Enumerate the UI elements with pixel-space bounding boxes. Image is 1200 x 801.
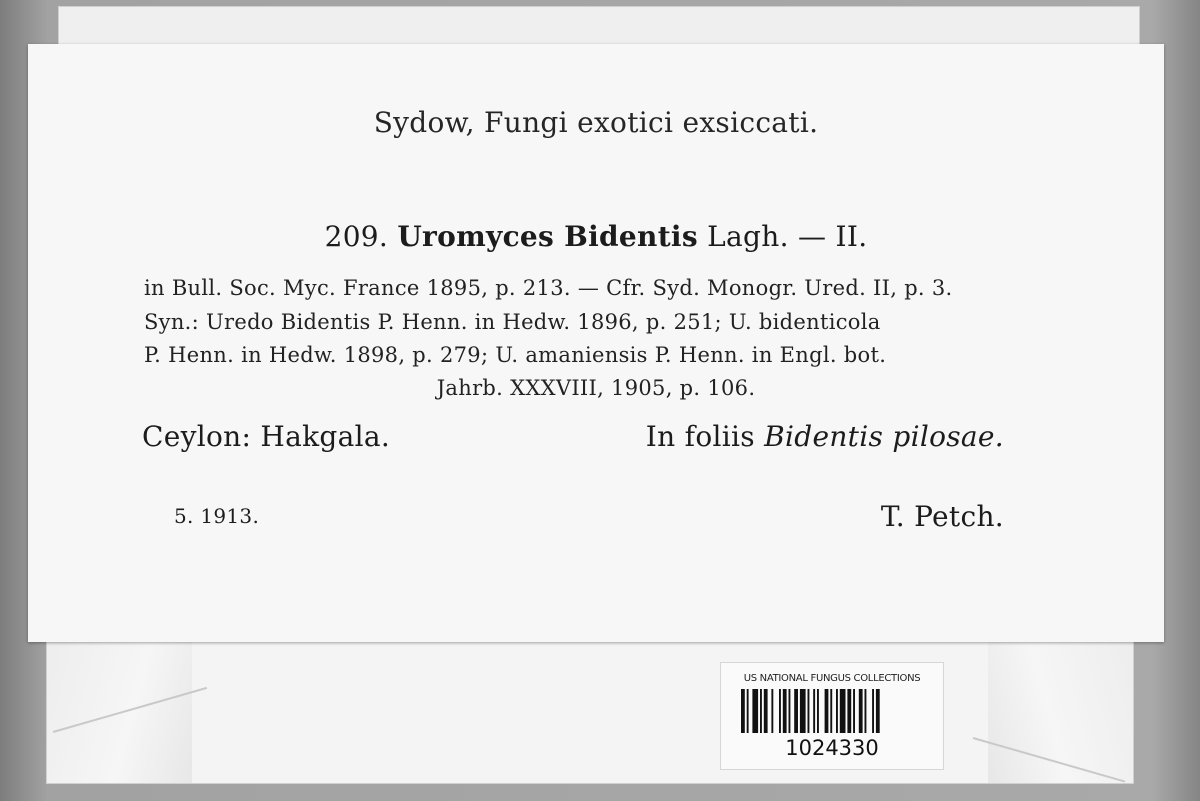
barcode-org: US NATIONAL FUNGUS COLLECTIONS: [743, 673, 921, 684]
collector: T. Petch.: [880, 500, 1004, 533]
barcode-label: [720, 662, 944, 770]
series-header: Sydow, Fungi exotici exsiccati.: [373, 106, 819, 139]
citation-line: Syn.: Uredo Bidentis P. Henn. in Hedw. 1896, p. 251; U. bidenticola: [144, 310, 881, 334]
barcode-number: 1024330: [785, 736, 879, 760]
taxon-title: [28, 220, 1164, 253]
host-prefix: In foliis: [645, 420, 755, 453]
barcode-icon: [739, 689, 925, 733]
taxon-name: Uromyces Bidentis: [397, 220, 698, 253]
host-plant: [646, 420, 1004, 453]
citation-line: Jahrb. XXXVIII, 1905, p. 106.: [436, 376, 756, 400]
exsiccata-number: 209.: [324, 220, 389, 253]
collection-date: 5. 1913.: [174, 504, 260, 528]
citation-line: P. Henn. in Hedw. 1898, p. 279; U. amaniensis P. Henn. in Engl. bot.: [144, 343, 887, 367]
host-species: Bidentis pilosae.: [764, 420, 1004, 453]
specimen-label: [28, 44, 1164, 642]
locality: Ceylon: Hakgala.: [142, 420, 391, 453]
citation-line: in Bull. Soc. Myc. France 1895, p. 213. — Cfr. Syd. Monogr. Ured. II, p. 3.: [144, 276, 953, 300]
taxon-author: Lagh. — II.: [707, 220, 868, 253]
